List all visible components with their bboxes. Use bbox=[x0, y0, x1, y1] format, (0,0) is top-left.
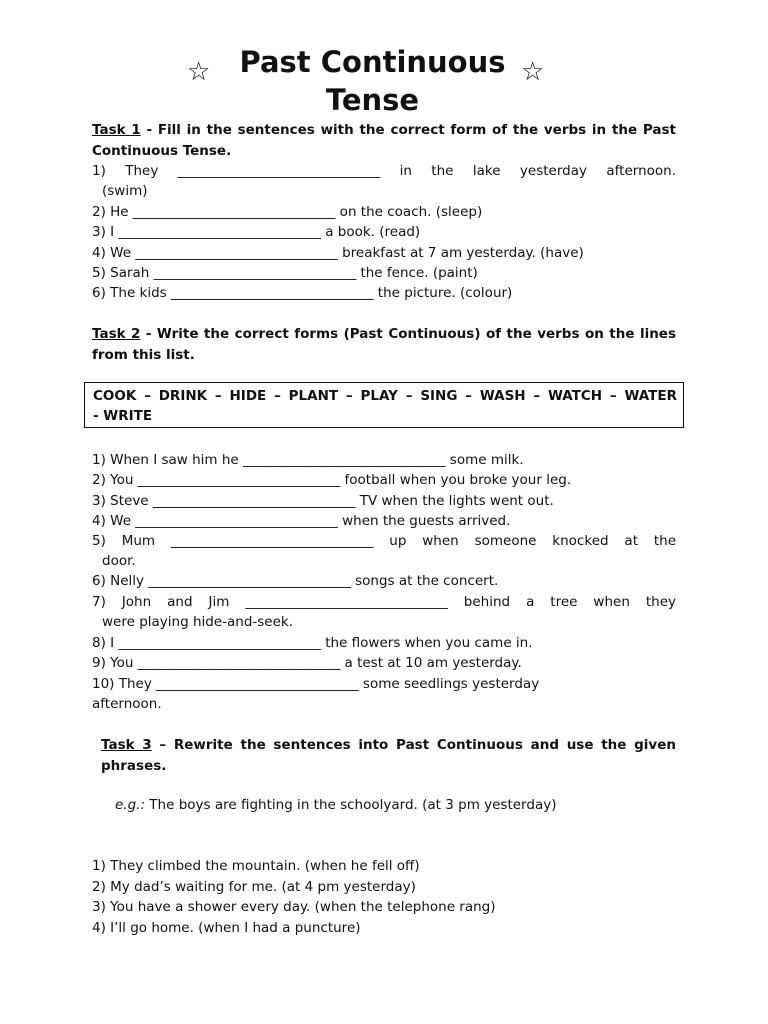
task3-example bbox=[115, 795, 699, 815]
task3-label: Task 3 bbox=[101, 737, 152, 753]
task2-item: 10) They ______________________________ some seedlings yesterday bbox=[92, 676, 540, 692]
star-icon: ☆ bbox=[187, 57, 211, 87]
task1-item: 5) Sarah ______________________________ the fence. (paint) bbox=[92, 265, 478, 281]
task3-item: 4) I’ll go home. (when I had a puncture) bbox=[92, 920, 361, 936]
task2-item: 9) You ______________________________ a test at 10 am yesterday. bbox=[92, 655, 522, 671]
task3-item: 2) My dad’s waiting for me. (at 4 pm yesterday) bbox=[92, 879, 416, 895]
page-title bbox=[230, 43, 515, 119]
task2-item: 5) Mum ______________________________ up when someone knocked at the bbox=[92, 533, 676, 549]
task1-instruction-text: - Fill in the sentences with the correct form of the verbs in the Past bbox=[140, 122, 676, 138]
task2-label: Task 2 bbox=[92, 326, 141, 342]
task1-instruction-cont: Continuous Tense. bbox=[92, 143, 232, 159]
task2-item: 2) You ______________________________ football when you broke your leg. bbox=[92, 472, 572, 488]
task3-instruction-cont: phrases. bbox=[101, 758, 167, 774]
task2-instruction bbox=[92, 324, 676, 344]
title-line-1: Past Continuous bbox=[239, 45, 506, 79]
task1-item: 4) We ______________________________ breakfast at 7 am yesterday. (have) bbox=[92, 245, 584, 261]
verb-list-cont: - WRITE bbox=[93, 408, 153, 424]
task2-item-cont: door. bbox=[102, 553, 136, 569]
task2-item: 6) Nelly ______________________________ songs at the concert. bbox=[92, 573, 499, 589]
task2-item-cont: were playing hide-and-seek. bbox=[102, 614, 294, 630]
task2-item: 3) Steve ______________________________ TV when the lights went out. bbox=[92, 493, 554, 509]
task3-item: 1) They climbed the mountain. (when he fell off) bbox=[92, 858, 420, 874]
task2-item: 4) We ______________________________ when the guests arrived. bbox=[92, 513, 511, 529]
task2-instruction-text: - Write the correct forms (Past Continuous) of the verbs on the lines bbox=[140, 326, 676, 342]
task2-item: 1) When I saw him he ______________________________ some milk. bbox=[92, 452, 524, 468]
task2-item: 8) I ______________________________ the flowers when you came in. bbox=[92, 635, 533, 651]
task3-item: 3) You have a shower every day. (when the telephone rang) bbox=[92, 899, 496, 915]
star-icon: ☆ bbox=[521, 57, 545, 87]
task1-item: 6) The kids ______________________________ the picture. (colour) bbox=[92, 285, 513, 301]
task1-instruction bbox=[92, 120, 676, 140]
task1-item: 2) He ______________________________ on the coach. (sleep) bbox=[92, 204, 483, 220]
verb-list-box bbox=[84, 382, 684, 428]
task3-instruction bbox=[101, 735, 676, 755]
task2-item-cont: afternoon. bbox=[92, 696, 162, 712]
task3-instruction-text: – Rewrite the sentences into Past Continuous and use the given bbox=[151, 737, 676, 753]
task1-label: Task 1 bbox=[92, 122, 141, 138]
title-line-2: Tense bbox=[325, 83, 420, 117]
task1-item: 3) I ______________________________ a book. (read) bbox=[92, 224, 421, 240]
verb-list: COOK – DRINK – HIDE – PLANT – PLAY – SING – WASH – WATCH – WATER bbox=[93, 388, 677, 404]
task1-item-cont: (swim) bbox=[102, 183, 148, 199]
example-label: e.g.: bbox=[115, 797, 146, 813]
example-text: The boys are fighting in the schoolyard. (at 3 pm yesterday) bbox=[145, 797, 557, 813]
task2-instruction-cont: from this list. bbox=[92, 347, 195, 363]
task2-item: 7) John and Jim ______________________________ behind a tree when they bbox=[92, 594, 676, 610]
task1-item: 1) They ______________________________ in the lake yesterday afternoon. bbox=[92, 163, 676, 179]
